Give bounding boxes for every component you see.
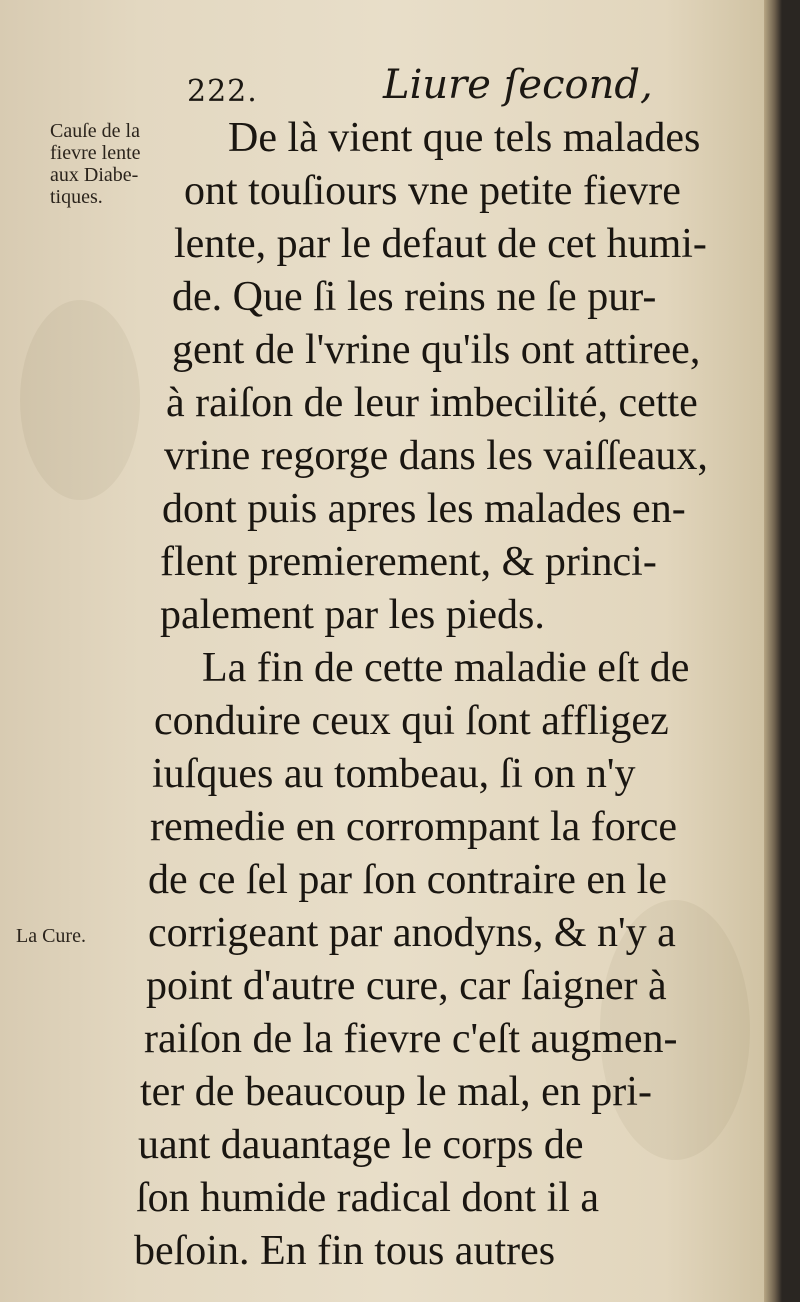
text-line: La fin de cette maladie eſt de: [202, 645, 690, 691]
text-line: à raiſon de leur imbecilité, cette: [166, 380, 698, 426]
margin-note-line: Cauſe de la: [50, 120, 140, 142]
text-line: gent de l'vrine qu'ils ont attiree,: [172, 327, 701, 373]
text-line: ſon humide radical dont il a: [136, 1175, 600, 1221]
text-line: dont puis apres les malades en-: [162, 486, 686, 532]
text-line: palement par les pieds.: [160, 592, 545, 638]
text-line: ont touſiours vne petite fievre: [184, 168, 681, 214]
text-line: de ce ſel par ſon contraire en le: [148, 857, 667, 903]
margin-note-line: La Cure.: [16, 925, 86, 947]
text-line: remedie en corrompant la force: [150, 804, 678, 850]
text-line: ter de beaucoup le mal, en pri-: [140, 1069, 652, 1115]
text-line: point d'autre cure, car ſaigner à: [146, 963, 667, 1009]
text-line: conduire ceux qui ſont affligez: [154, 698, 669, 744]
text-line: raiſon de la fievre c'eſt augmen-: [144, 1016, 678, 1062]
margin-note-line: tiques.: [50, 186, 103, 208]
text-line: lente, par le defaut de cet humi-: [174, 221, 707, 267]
text-line: iuſques au tombeau, ſi on n'y: [152, 751, 636, 797]
running-title: Liure ſecond,: [383, 62, 653, 108]
margin-note-line: fievre lente: [50, 142, 141, 164]
margin-note-cure: [16, 925, 86, 947]
margin-note-cause: [50, 120, 141, 208]
page-number: 222.: [187, 74, 258, 109]
text-line: beſoin. En fin tous autres: [134, 1228, 556, 1274]
margin-note-line: aux Diabe-: [50, 164, 139, 186]
text-line: De là vient que tels malades: [228, 115, 701, 161]
text-line: vrine regorge dans les vaiſſeaux,: [164, 433, 708, 479]
text-line: uant dauantage le corps de: [138, 1122, 584, 1168]
text-line: flent premierement, & princi-: [160, 539, 657, 585]
page-stain: [20, 300, 140, 500]
body-text: [128, 112, 738, 1278]
page-edge-shadow: [764, 0, 782, 1302]
text-line: de. Que ſi les reins ne ſe pur-: [172, 274, 657, 320]
page-header: [0, 56, 782, 109]
text-line: corrigeant par anodyns, & n'y a: [148, 910, 676, 956]
